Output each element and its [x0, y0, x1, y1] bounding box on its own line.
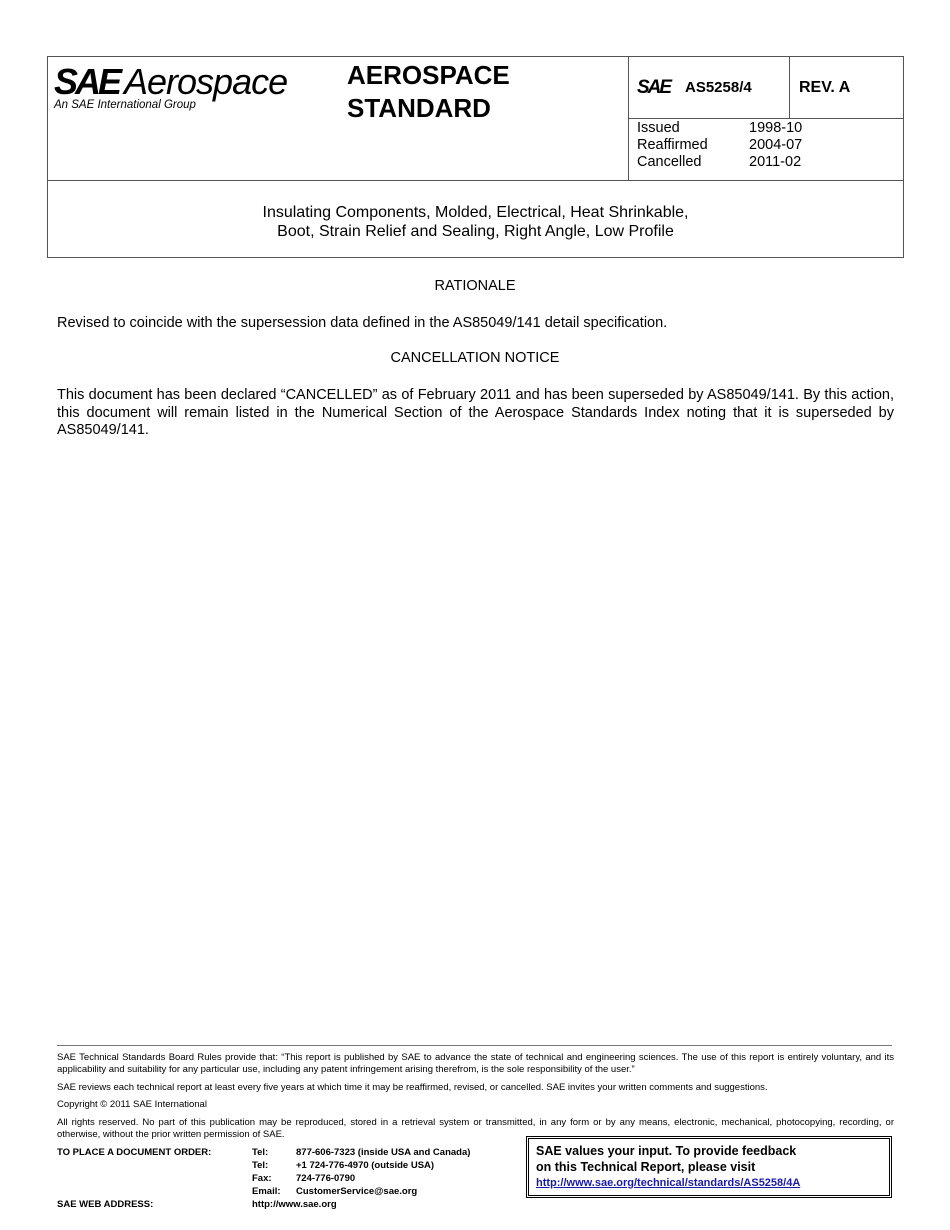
header-box — [47, 56, 904, 258]
date-label: Reaffirmed — [637, 137, 708, 153]
date-row-cancelled — [637, 154, 801, 170]
contact-value: +1 724-776-4970 (outside USA) — [296, 1160, 435, 1171]
copyright-text: Copyright © 2011 SAE International — [57, 1099, 207, 1110]
rationale-heading: RATIONALE — [434, 278, 516, 294]
contact-label: Tel: — [252, 1160, 269, 1171]
rationale-text: Revised to coincide with the supersession data defined in the AS85049/141 detail specification. — [57, 315, 668, 331]
footer-divider — [57, 1045, 892, 1046]
date-value: 1998-10 — [749, 120, 803, 136]
contact-value: 877-606-7323 (inside USA and Canada) — [296, 1147, 471, 1158]
document-title-line1: Insulating Components, Molded, Electrical, Heat Shrinkable, — [262, 204, 689, 221]
cancellation-text: This document has been declared “CANCELLED” as of February 2011 and has been superseded by AS85049/141. By this action, this document will remain listed in the Numerical Section of the Aerospace Standards Index noting that it is superseded by AS85049/141. — [57, 387, 894, 438]
date-row-issued — [637, 120, 802, 136]
contact-tel-intl — [252, 1159, 470, 1172]
contact-label: Email: — [252, 1186, 281, 1197]
standard-type — [347, 59, 510, 125]
date-label: Cancelled — [637, 154, 702, 170]
contact-label: Fax: — [252, 1173, 272, 1184]
standard-type-line1: AEROSPACE — [347, 60, 510, 90]
review-text: SAE reviews each technical report at least every five years at which time it may be reaffirmed, revised, or cancelled. SAE invites your written comments and suggestions. — [57, 1082, 768, 1093]
feedback-line2: on this Technical Report, please visit — [536, 1160, 756, 1174]
doc-number-cell — [628, 57, 790, 119]
contact-list — [252, 1146, 470, 1198]
revision: REV. A — [799, 79, 851, 96]
sae-aerospace-logo — [54, 61, 304, 119]
order-label: TO PLACE A DOCUMENT ORDER: — [57, 1147, 212, 1158]
web-label: SAE WEB ADDRESS: — [57, 1199, 154, 1210]
feedback-line1: SAE values your input. To provide feedback — [536, 1144, 797, 1158]
date-label: Issued — [637, 120, 680, 136]
rights-text: All rights reserved. No part of this publication may be reproduced, stored in a retrieval system or transmitted, in any form or by any means, electronic, mechanical, photocopying, recording, or otherwise, without the prior written permission of SAE. — [57, 1117, 894, 1140]
standard-type-line2: STANDARD — [347, 93, 491, 123]
document-title — [48, 203, 903, 241]
contact-value[interactable]: CustomerService@sae.org — [296, 1186, 418, 1197]
cancellation-heading: CANCELLATION NOTICE — [390, 350, 560, 366]
contact-email — [252, 1185, 470, 1198]
revision-cell — [789, 57, 904, 119]
header-top — [48, 57, 903, 181]
document-title-line2: Boot, Strain Relief and Sealing, Right Angle, Low Profile — [277, 223, 674, 240]
feedback-box — [526, 1136, 892, 1198]
date-value: 2004-07 — [749, 137, 803, 153]
logo-sae-text: SAE — [54, 61, 120, 102]
contact-tel-us — [252, 1146, 470, 1159]
date-value: 2011-02 — [749, 154, 802, 170]
web-address[interactable]: http://www.sae.org — [252, 1199, 337, 1210]
contact-label: Tel: — [252, 1147, 269, 1158]
doc-number: AS5258/4 — [685, 79, 752, 96]
feedback-link[interactable]: http://www.sae.org/technical/standards/AS5258/4A — [536, 1177, 801, 1189]
sae-mark: SAE — [637, 77, 671, 98]
rules-text: SAE Technical Standards Board Rules provide that: “This report is published by SAE to advance the state of technical and engineering sciences. The use of this report is entirely voluntary, and its applicability and suitability for any particular use, including any patent infringement arising therefrom, is the sole responsibility of the user.” — [57, 1052, 894, 1075]
logo-tagline: An SAE International Group — [54, 99, 196, 111]
date-row-reaffirmed — [637, 137, 802, 153]
contact-value: 724-776-0790 — [296, 1173, 356, 1184]
contact-fax — [252, 1172, 470, 1185]
dates-cell — [628, 118, 904, 180]
logo-aerospace-text: Aerospace — [124, 61, 288, 102]
